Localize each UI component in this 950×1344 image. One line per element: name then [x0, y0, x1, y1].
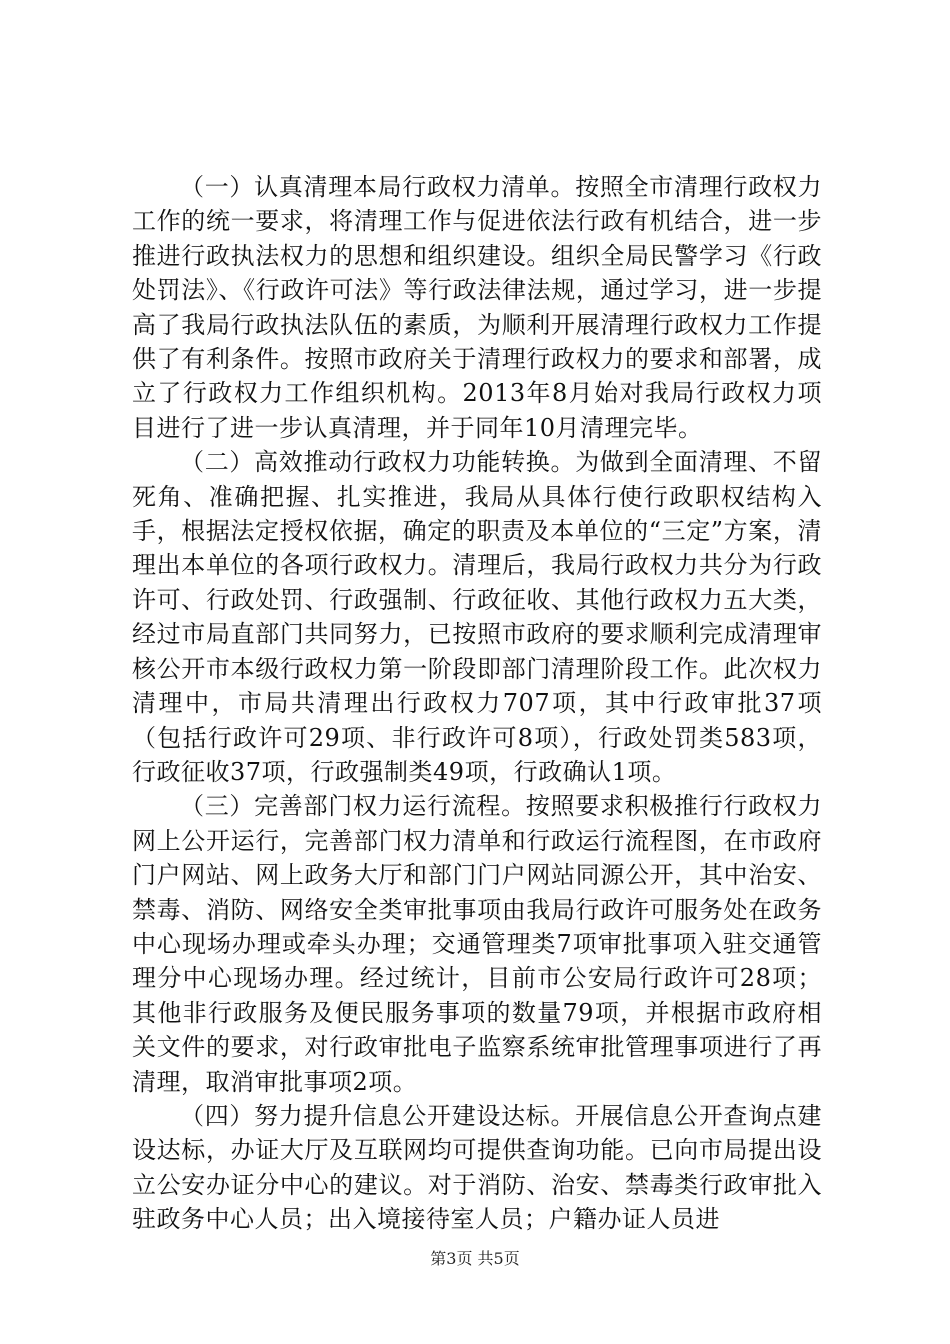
- page-footer: [0, 1246, 950, 1269]
- document-body: [132, 170, 822, 1237]
- paragraph-4: （四）努力提升信息公开建设达标。开展信息公开查询点建设达标，办证大厅及互联网均可提供查询功能。已向市局提出设立公安办证分中心的建议。对于消防、治安、禁毒类行政审批入驻政务中心人员；出入境接待室人员；户籍办证人员进: [132, 1101, 822, 1234]
- page-number-label: 第3页 共5页: [430, 1249, 520, 1268]
- paragraph-2: （二）高效推动行政权力功能转换。为做到全面清理、不留死角、准确把握、扎实推进，我局从具体行使行政职权结构入手，根据法定授权依据，确定的职责及本单位的“三定”方案，清理出本单位的各项行政权力。清理后，我局行政权力共分为行政许可、行政处罚、行政强制、行政征收、其他行政权力五大类，经过市局直部门共同努力，已按照市政府的要求顺利完成清理审核公开市本级行政权力第一阶段即部门清理阶段工作。此次权力清理中，市局共清理出行政权力707项，其中行政审批37项（包括行政许可29项、非行政许可8项），行政处罚类583项，行政征收37项，行政强制类49项，行政确认1项。: [132, 448, 822, 786]
- paragraph-1: （一）认真清理本局行政权力清单。按照全市清理行政权力工作的统一要求，将清理工作与促进依法行政有机结合，进一步推进行政执法权力的思想和组织建设。组织全局民警学习《行政处罚法》、《行政许可法》等行政法律法规，通过学习，进一步提高了我局行政执法队伍的素质，为顺利开展清理行政权力工作提供了有利条件。按照市政府关于清理行政权力的要求和部署，成立了行政权力工作组织机构。2013年8月始对我局行政权力项目进行了进一步认真清理，并于同年10月清理完毕。: [132, 173, 822, 442]
- paragraph-3: （三）完善部门权力运行流程。按照要求积极推行行政权力网上公开运行，完善部门权力清单和行政运行流程图，在市政府门户网站、网上政务大厅和部门门户网站同源公开，其中治安、禁毒、消防、网络安全类审批事项由我局行政许可服务处在政务中心现场办理或牵头办理；交通管理类7项审批事项入驻交通管理分中心现场办理。经过统计，目前市公安局行政许可28项；其他非行政服务及便民服务事项的数量79项，并根据市政府相关文件的要求，对行政审批电子监察系统审批管理事项进行了再清理，取消审批事项2项。: [132, 792, 822, 1096]
